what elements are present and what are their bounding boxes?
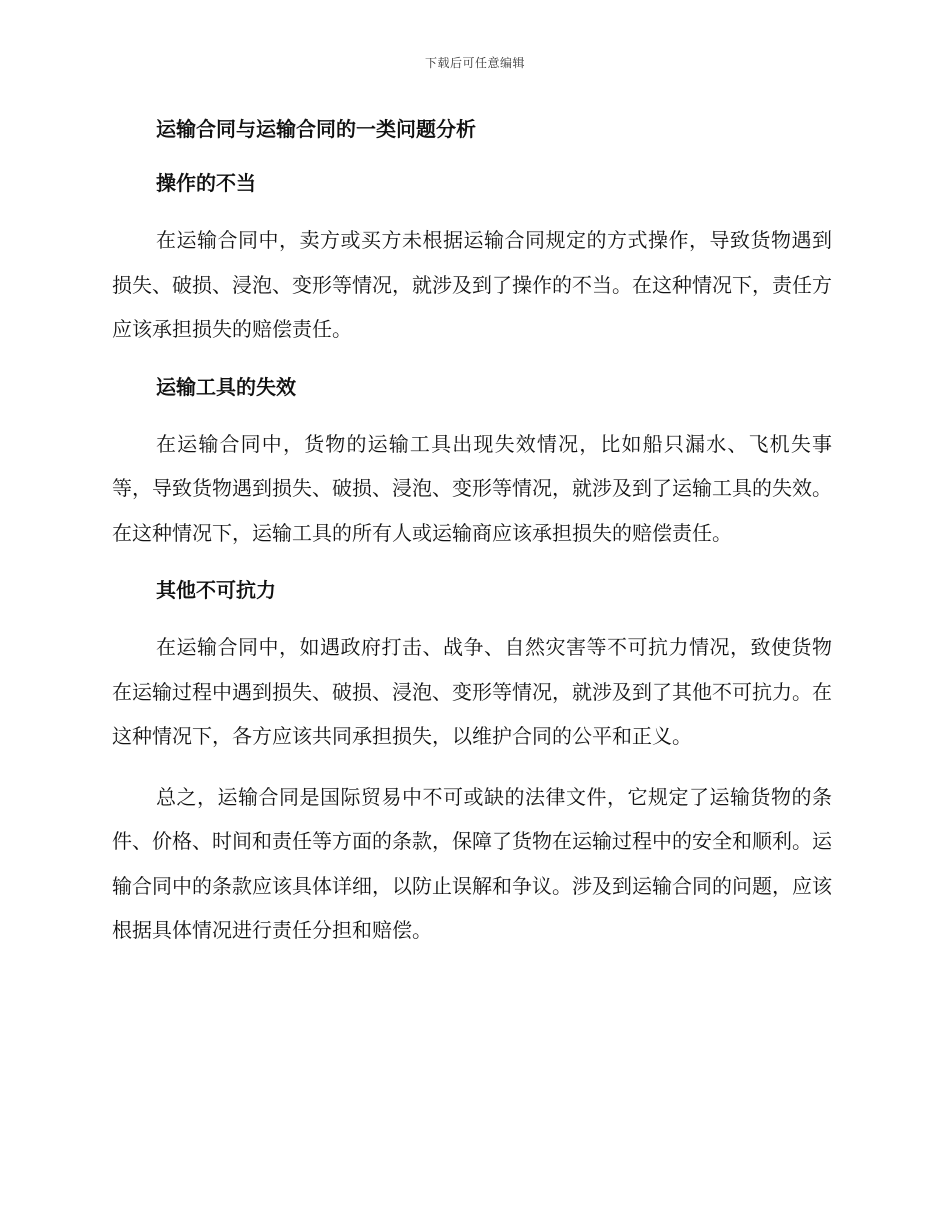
header-note: 下载后可任意编辑 xyxy=(424,56,525,70)
section-paragraph: 在运输合同中，卖方或买方未根据运输合同规定的方式操作，导致货物遇到损失、破损、浸泡、变形等情况，就涉及到了操作的不当。在这种情况下，责任方应该承担损失的赔偿责任。 xyxy=(112,228,832,341)
document-body xyxy=(112,110,832,969)
document-title: 运输合同与运输合同的一类问题分析 xyxy=(156,117,476,141)
section-heading: 其他不可抗力 xyxy=(156,578,276,602)
section-heading: 运输工具的失效 xyxy=(156,374,296,399)
section-heading: 操作的不当 xyxy=(156,171,256,195)
conclusion-paragraph: 总之，运输合同是国际贸易中不可或缺的法律文件，它规定了运输货物的条件、价格、时间和责任等方面的条款，保障了货物在运输过程中的安全和顺利。运输合同中的条款应该具体详细，以防止误解和争议。涉及到运输合同的问题，应该根据具体情况进行责任分担和赔偿。 xyxy=(112,784,832,942)
section-paragraph: 在运输合同中，如遇政府打击、战争、自然灾害等不可抗力情况，致使货物在运输过程中遇到损失、破损、浸泡、变形等情况，就涉及到了其他不可抗力。在这种情况下，各方应该共同承担损失，以维护合同的公平和正义。 xyxy=(112,635,832,748)
section-paragraph: 在运输合同中，货物的运输工具出现失效情况，比如船只漏水、飞机失事等，导致货物遇到损失、破损、浸泡、变形等情况，就涉及到了运输工具的失效。在这种情况下，运输工具的所有人或运输商应该承担损失的赔偿责任。 xyxy=(112,431,832,545)
